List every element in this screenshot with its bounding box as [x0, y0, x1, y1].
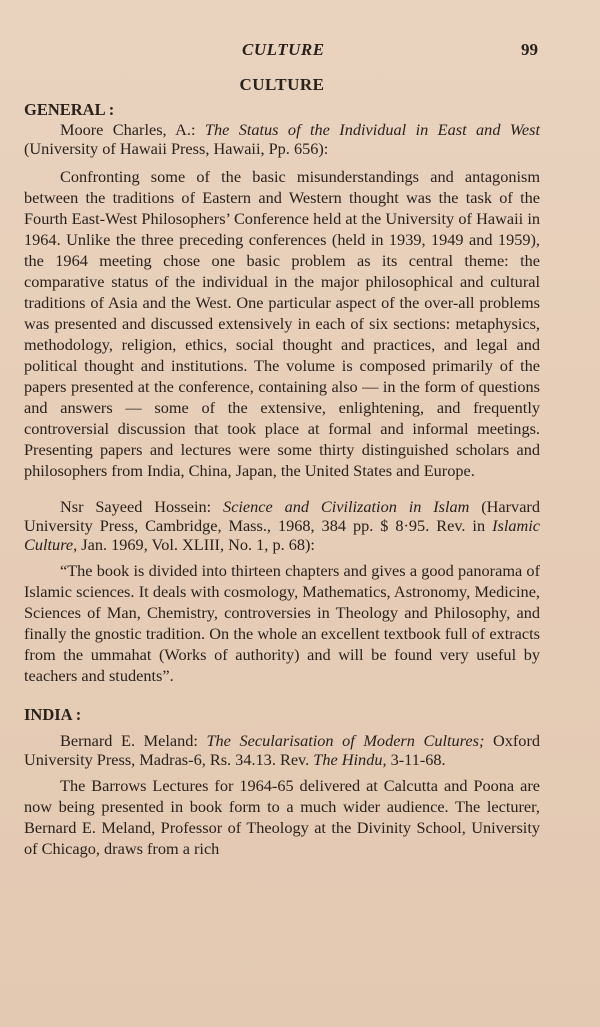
quote-term: ummahat — [90, 645, 152, 664]
spacer — [24, 481, 540, 497]
heading-general: GENERAL : — [24, 100, 115, 119]
bibliographic-entry — [24, 120, 540, 158]
entry-summary: Confronting some of the basic misunderstandings and antagonism between the traditions of Eastern and Western thought was the task of the Fourth East-West Philosophers’ Conference held at the University of Hawaii in 1964. Unlike the three preceding conferences (held in 1939, 1949 and 1959), the 1964 meeting chose one basic problem as its central theme: the comparative status of the individual in the major philosophical and cultural traditions of Asia and the West. One particular aspect of the over-all problems was presented and discussed extensively in each of six sections: metaphysics, methodology, religion, ethics, social thought and practices, and legal and political thought and institutions. The volume is composed primarily of the papers presented at the conference, containing also — in the form of questions and answers — some of the extensive, enlightening, and frequently controversial discussion that took place at formal and informal meetings. Presenting papers and lectures were some thirty distinguished scholars and philosophers from India, China, Japan, the United States and Europe. — [24, 167, 540, 480]
entry-title: The Secularisation of Modern Cultures; — [206, 731, 485, 750]
section-title: CULTURE — [239, 75, 325, 94]
bibliographic-entry — [24, 731, 540, 769]
page-content — [24, 74, 540, 859]
entry-publication: Oxford University Press, Madras-6, Rs. 34.13. Rev. — [24, 731, 541, 769]
entry-author: Moore Charles, A.: — [60, 120, 205, 139]
entry-quote — [24, 560, 540, 686]
entry-author: Nsr Sayeed Hossein: — [60, 497, 224, 516]
review-details: 3-11-68. — [386, 750, 446, 769]
running-head — [0, 40, 600, 64]
entry-summary: The Barrows Lectures for 1964-65 delivered at Calcutta and Poona are now being presented in book form to a much wider audience. The lecturer, Bernard E. Meland, Professor of Theology at the Divinity School, University of Chicago, draws from a rich — [24, 776, 540, 858]
review-details: , Jan. 1969, Vol. XLIII, No. 1, p. 68): — [73, 535, 315, 554]
quote-text: “The book is divided into thirteen chapters and gives a good panorama of Islamic sciences. It deals with cosmology, Mathematics, Astronomy, Medicine, Sciences of Man, Chemistry, controversies in Theology and Philosophy, and finally the gnostic tradition. On the whole an excellent textbook full of extracts from the — [24, 561, 540, 664]
running-head-title: CULTURE — [242, 40, 325, 59]
entry-author: Bernard E. Meland: — [60, 731, 207, 750]
review-journal: Islamic Culture — [24, 516, 540, 554]
entry-publication: (University of Hawaii Press, Hawaii, Pp. 656): — [24, 139, 329, 158]
review-journal: The Hindu, — [313, 750, 387, 769]
entry-publication: (Harvard University Press, Cambridge, Mass., 1968, 384 pp. $ 8·95. Rev. in — [24, 497, 540, 535]
quote-text: (Works of authority) and will be found very useful by teachers and students”. — [24, 645, 540, 685]
entry-title: Science and Civilization in Islam — [223, 497, 470, 516]
bibliographic-entry — [24, 497, 540, 554]
entry-title: The Status of the Individual in East and West — [204, 120, 541, 139]
heading-india: INDIA : — [24, 705, 82, 724]
page-number: 99 — [521, 40, 538, 59]
